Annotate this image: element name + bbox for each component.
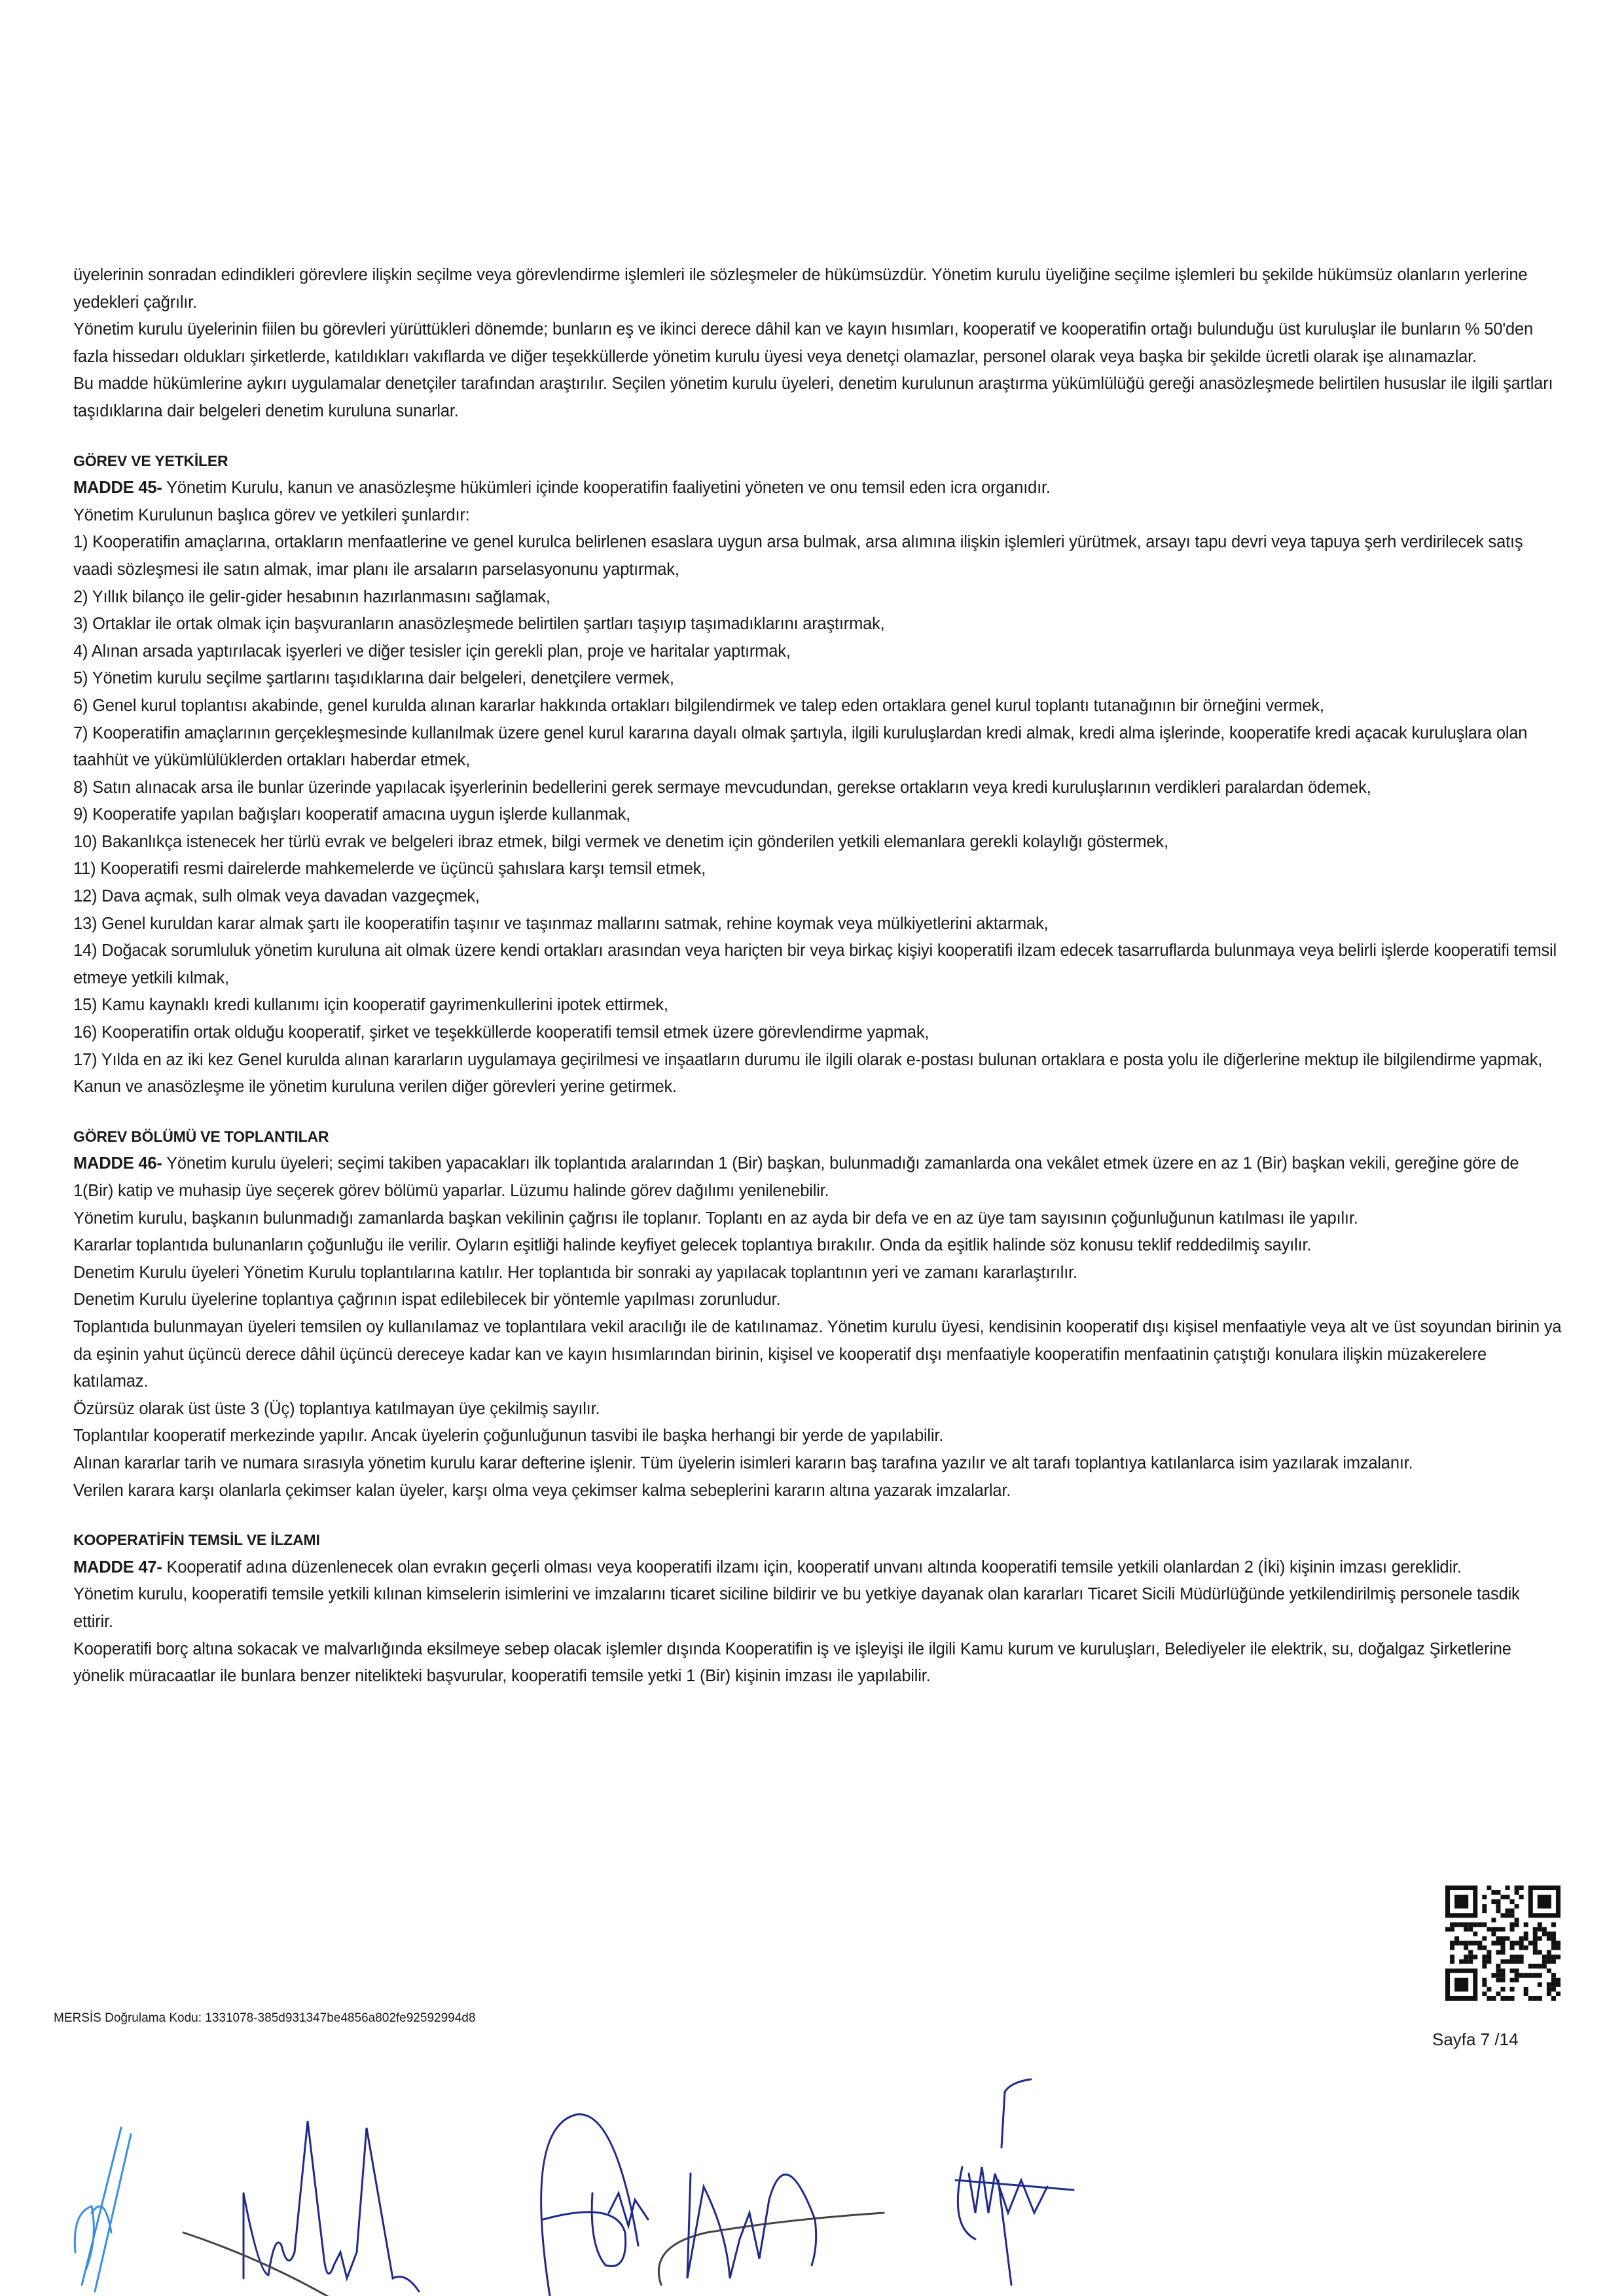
paragraph: 4) Alınan arsada yaptırılacak işyerleri ve diğer tesisler için gerekli plan, proje ve haritalar yaptırmak, <box>73 642 791 661</box>
paragraph: Alınan kararlar tarih ve numara sırasıyla yönetim kurulu karar defterine işlenir. Tüm üyelerin isimleri kararın baş tarafına yazılır ve alt tarafı toplantıya katılanlarca isim yazılarak imzalanır. <box>73 1453 1413 1472</box>
paragraph: Bu madde hükümlerine aykırı uygulamalar denetçiler tarafından araştırılır. Seçilen yönetim kurulu üyeleri, denetim kurulunun araştırma yükümlülüğü gereği anasözleşmede belirtilen hususlar ile ilgili şartları taşıdıklarına dair belgeleri denetim kuruluna sunarlar. <box>73 374 1553 420</box>
paragraph: Kooperatifi borç altına sokacak ve malvarlığında eksilmeye sebep olacak işlemler dışında Kooperatifin iş ve işleyişi ile ilgili Kamu kurum ve kuruluşları, Belediyeler ile elektrik, su, doğalgaz Şirketlerine yönelik müracaatlar ile bunlara benzer nitelikteki başvurular, kooperatifi temsile yetki 1 (Bir) kişinin imzası ile yapılabilir. <box>73 1639 1511 1686</box>
paragraph: 6) Genel kurul toplantısı akabinde, genel kurulda alınan kararlar hakkında ortakları bilgilendirmek ve talep eden ortaklara genel kurul toplantı tutanağının bir örneğini vermek, <box>73 696 1324 715</box>
paragraph: 13) Genel kuruldan karar almak şartı ile kooperatifin taşınır ve taşınmaz mallarını satmak, rehine koymak veya mülkiyetlerini aktarmak, <box>73 914 1049 933</box>
paragraph: Yönetim kurulu üyelerinin fiilen bu görevleri yürüttükleri dönemde; bunların eş ve ikinci derece dâhil kan ve kayın hısımları, kooperatif ve kooperatifin ortağı bulunduğu üst kuruluşlar ile bunların % 50'den fazla hissedarı oldukları şirketlerde, katıldıkları vakıflarda ve diğer teşekküllerde yönetim kurulu üyesi veya denetçi olamazlar, personel olarak veya başka bir şekilde ücretli olarak işe alınamazlar. <box>73 320 1533 366</box>
article-paragraphs <box>73 1581 1562 1690</box>
article-number: MADDE 45- <box>73 479 162 498</box>
paragraph: 17) Yılda en az iki kez Genel kurulda alınan kararların uygulamaya geçirilmesi ve inşaatların durumu ile ilgili olarak e-postası bulunan ortaklara e posta yolu ile diğerlerine mektup ile bilgilendirme yapmak, <box>73 1050 1543 1069</box>
article-paragraph <box>73 1554 1562 1582</box>
signature-4 <box>956 2079 1074 2285</box>
paragraph: Yönetim kurulu, başkanın bulunmadığı zamanlarda başkan vekilinin çağrısı ile toplanır. Toplantı en az ayda bir defa ve en az üye tam sayısının çoğunluğunun katılması ile yapılır. <box>73 1209 1358 1228</box>
qr-code <box>1445 1883 1561 2003</box>
paragraph: Toplantıda bulunmayan üyeleri temsilen oy kullanılamaz ve toplantılara vekil aracılığı ile de katılınamaz. Yönetim kurulu üyesi, kendisinin kooperatif dışı kişisel menfaatiyle veya alt ve üst soyundan birinin ya da eşinin yahut üçüncü derece dâhil üçüncü dereceye kadar kan ve kayın hısımlarından birinin, kişisel ve kooperatif dışı menfaatiyle kooperatifin menfaatinin çatıştığı konulara ilişkin müzakerelere katılamaz. <box>73 1317 1562 1391</box>
signatures <box>0 1997 1624 2296</box>
article-number: MADDE 47- <box>73 1558 162 1576</box>
paragraph: Verilen karara karşı olanlarla çekimser kalan üyeler, karşı olma veya çekimser kalma sebeplerini kararın altına yazarak imzalarlar. <box>73 1481 1011 1500</box>
paragraph: 8) Satın alınacak arsa ile bunlar üzerinde yapılacak işyerlerinin bedellerini gerek sermaye mevcudundan, gerekse ortakların veya kredi kuruluşlarının verdikleri paralardan ödemek, <box>73 778 1371 797</box>
article-paragraph <box>73 475 1562 502</box>
paragraph: 1) Kooperatifin amaçlarına, ortakların menfaatlerine ve genel kurulca belirlenen esaslara uygun arsa bulmak, arsa alımına ilişkin işlemleri yürütmek, arsayı tapu devri veya tapuya şerh verdirilecek satış vaadi sözleşmesi ile satın almak, imar planı ile arsaların parselasyonunu yaptırmak, <box>73 533 1523 579</box>
article-paragraph <box>73 1150 1562 1205</box>
paragraph: Kanun ve anasözleşme ile yönetim kuruluna verilen diğer görevleri yerine getirmek. <box>73 1078 677 1097</box>
paragraph: Kararlar toplantıda bulunanların çoğunluğu ile verilir. Oyların eşitliği halinde keyfiyet gelecek toplantıya bırakılır. Onda da eşitlik halinde söz konusu teklif reddedilmiş sayılır. <box>73 1236 1312 1255</box>
duty-list <box>73 529 1562 1101</box>
document-body <box>73 262 1562 1690</box>
paragraph: Toplantılar kooperatif merkezinde yapılır. Ancak üyelerin çoğunluğunun tasvibi ile başka herhangi bir yerde de yapılabilir. <box>73 1427 944 1446</box>
page-number: Sayfa 7 /14 <box>1432 2030 1519 2049</box>
paragraph: Yönetim kurulu, kooperatifi temsile yetkili kılınan kimselerin isimlerini ve imzalarını ticaret siciline bildirir ve bu yetkiye dayanak olan kararları Ticaret Sicili Müdürlüğünde yetkilendirilmiş personele tasdik ettirir. <box>73 1585 1520 1631</box>
paragraph: 12) Dava açmak, sulh olmak veya davadan vazgeçmek, <box>73 887 480 906</box>
signature-3 <box>541 2115 884 2296</box>
section-heading: KOOPERATİFİN TEMSİL VE İLZAMI <box>73 1531 320 1549</box>
paragraph: 11) Kooperatifi resmi dairelerde mahkemelerde ve üçüncü şahıslara karşı temsil etmek, <box>73 860 706 879</box>
signature-1 <box>75 2128 131 2291</box>
paragraph: 15) Kamu kaynaklı kredi kullanımı için kooperatif gayrimenkullerini ipotek ettirmek, <box>73 996 668 1015</box>
signature-2 <box>183 2121 419 2296</box>
paragraph: Denetim Kurulu üyelerine toplantıya çağrının ispat edilebilecek bir yöntemle yapılması zorunludur. <box>73 1290 781 1309</box>
paragraph: Denetim Kurulu üyeleri Yönetim Kurulu toplantılarına katılır. Her toplantıda bir sonraki ay yapılacak toplantının yeri ve zamanı kararlaştırılır. <box>73 1263 1077 1282</box>
paragraph: 16) Kooperatifin ortak olduğu kooperatif, şirket ve teşekküllerde kooperatifi temsil etmek üzere görevlendirme yapmak, <box>73 1023 929 1042</box>
article-text: Yönetim kurulu üyeleri; seçimi takiben yapacakları ilk toplantıda aralarından 1 (Bir) başkan, bulunmadığı zamanlarda ona vekâlet etmek üzere en az 1 (Bir) başkan vekili, gereğine göre de 1(Bir) katip ve muhasip üye seçerek görev bölümü yaparlar. Lüzumu halinde görev dağılımı yenilenebilir. <box>73 1154 1519 1200</box>
paragraph: 3) Ortaklar ile ortak olmak için başvuranların anasözleşmede belirtilen şartları taşıyıp taşımadıklarını araştırmak, <box>73 615 885 634</box>
paragraph: 7) Kooperatifin amaçlarının gerçekleşmesinde kullanılmak üzere genel kurul kararına dayalı olmak şartıyla, ilgili kuruluşlardan kredi almak, kredi alma işlerinde, kooperatife kredi açacak kuruluşlara olan taahhüt ve yükümlülüklerden ortakları haberdar etmek, <box>73 723 1528 770</box>
article-text: Yönetim Kurulu, kanun ve anasözleşme hükümleri içinde kooperatifin faaliyetini yöneten ve onu temsil eden icra organıdır. <box>162 479 1051 498</box>
paragraph: 5) Yönetim kurulu seçilme şartlarını taşıdıklarına dair belgeleri, denetçilere vermek, <box>73 669 674 688</box>
paragraph: 10) Bakanlıkça istenecek her türlü evrak ve belgeleri ibraz etmek, bilgi vermek ve denetim için gönderilen yetkili elemanlara gerekli kolaylığı göstermek, <box>73 832 1168 851</box>
paragraph: 2) Yıllık bilanço ile gelir-gider hesabının hazırlanmasını sağlamak, <box>73 587 550 606</box>
article-paragraphs <box>73 1205 1562 1505</box>
section-heading: GÖREV VE YETKİLER <box>73 452 228 469</box>
section-heading: GÖREV BÖLÜMÜ VE TOPLANTILAR <box>73 1127 329 1145</box>
paragraph: 9) Kooperatife yapılan bağışları kooperatif amacına uygun işlerde kullanmak, <box>73 805 630 824</box>
paragraph: Özürsüz olarak üst üste 3 (Üç) toplantıya katılmayan üye çekilmiş sayılır. <box>73 1399 600 1418</box>
article-number: MADDE 46- <box>73 1154 162 1173</box>
paragraph: üyelerinin sonradan edindikleri görevlere ilişkin seçilme veya görevlendirme işlemleri ile sözleşmeler de hükümsüzdür. Yönetim kurulu üyeliğine seçilme işlemleri bu şekilde hükümsüz olanların yerlerine yedekleri çağrılır. <box>73 266 1528 312</box>
mersis-verification-code: MERSİS Doğrulama Kodu: 1331078-385d931347be4856a802fe92592994d8 <box>54 2011 476 2025</box>
paragraph: Yönetim Kurulunun başlıca görev ve yetkileri şunlardır: <box>73 505 470 524</box>
paragraph: 14) Doğacak sorumluluk yönetim kuruluna ait olmak üzere kendi ortakları arasından veya hariçten bir veya birkaç kişiyi kooperatifi ilzam edecek tasarruflarda bulunmaya veya belirli işlerde kooperatifi temsil etmeye yetkili kılmak, <box>73 941 1557 987</box>
article-text: Kooperatif adına düzenlenecek olan evrakın geçerli olması veya kooperatifi ilzamı için, kooperatif unvanı altında kooperatifi temsile yetkili olanlardan 2 (İki) kişinin imzası gereklidir. <box>162 1558 1462 1576</box>
